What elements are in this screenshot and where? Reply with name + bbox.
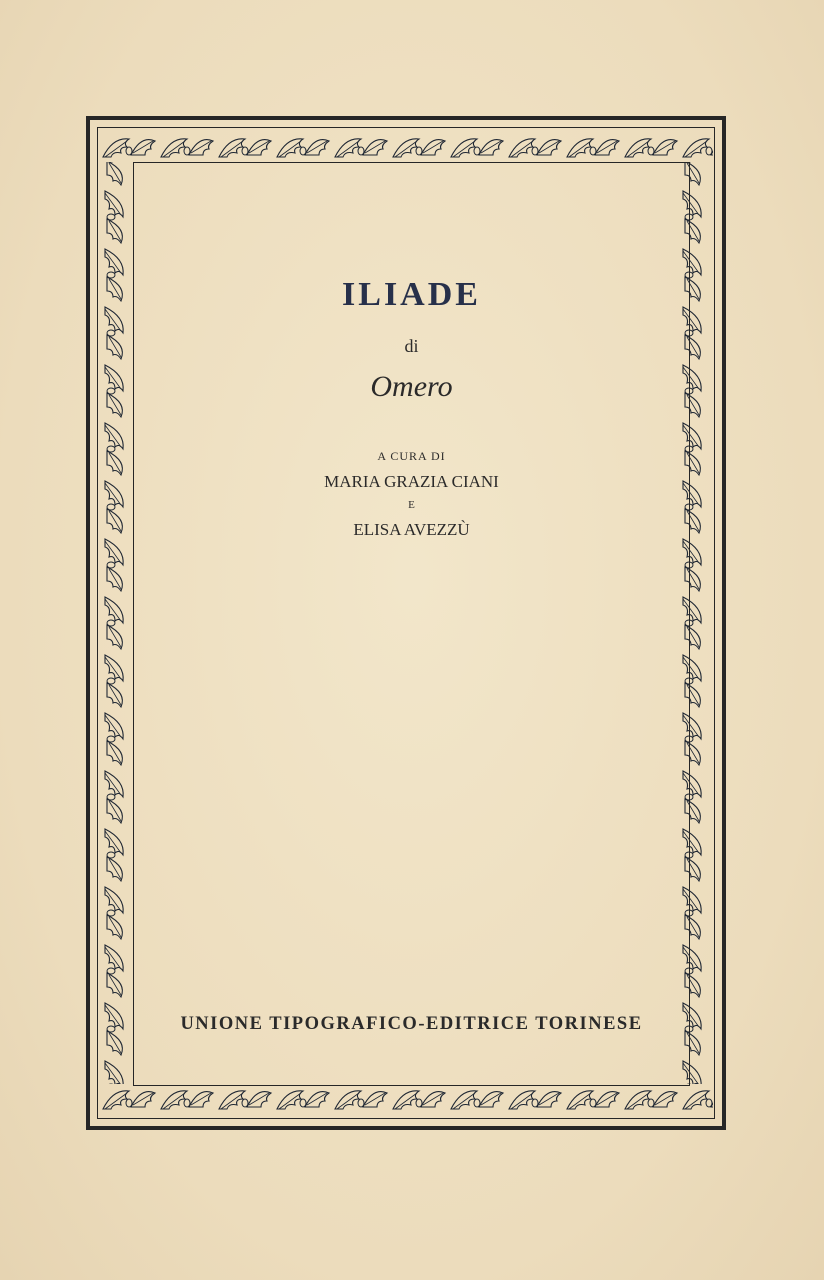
book-title: ILIADE	[342, 276, 481, 313]
editor-name-2: ELISA AVEZZÙ	[353, 520, 470, 539]
conjunction: E	[408, 499, 415, 511]
editor-name-1: MARIA GRAZIA CIANI	[324, 472, 499, 491]
author-name: Omero	[370, 370, 453, 403]
publisher-name: UNIONE TIPOGRAFICO-EDITRICE TORINESE	[180, 1014, 643, 1034]
by-label: di	[404, 336, 419, 356]
edited-by-label: A CURA DI	[377, 449, 446, 463]
